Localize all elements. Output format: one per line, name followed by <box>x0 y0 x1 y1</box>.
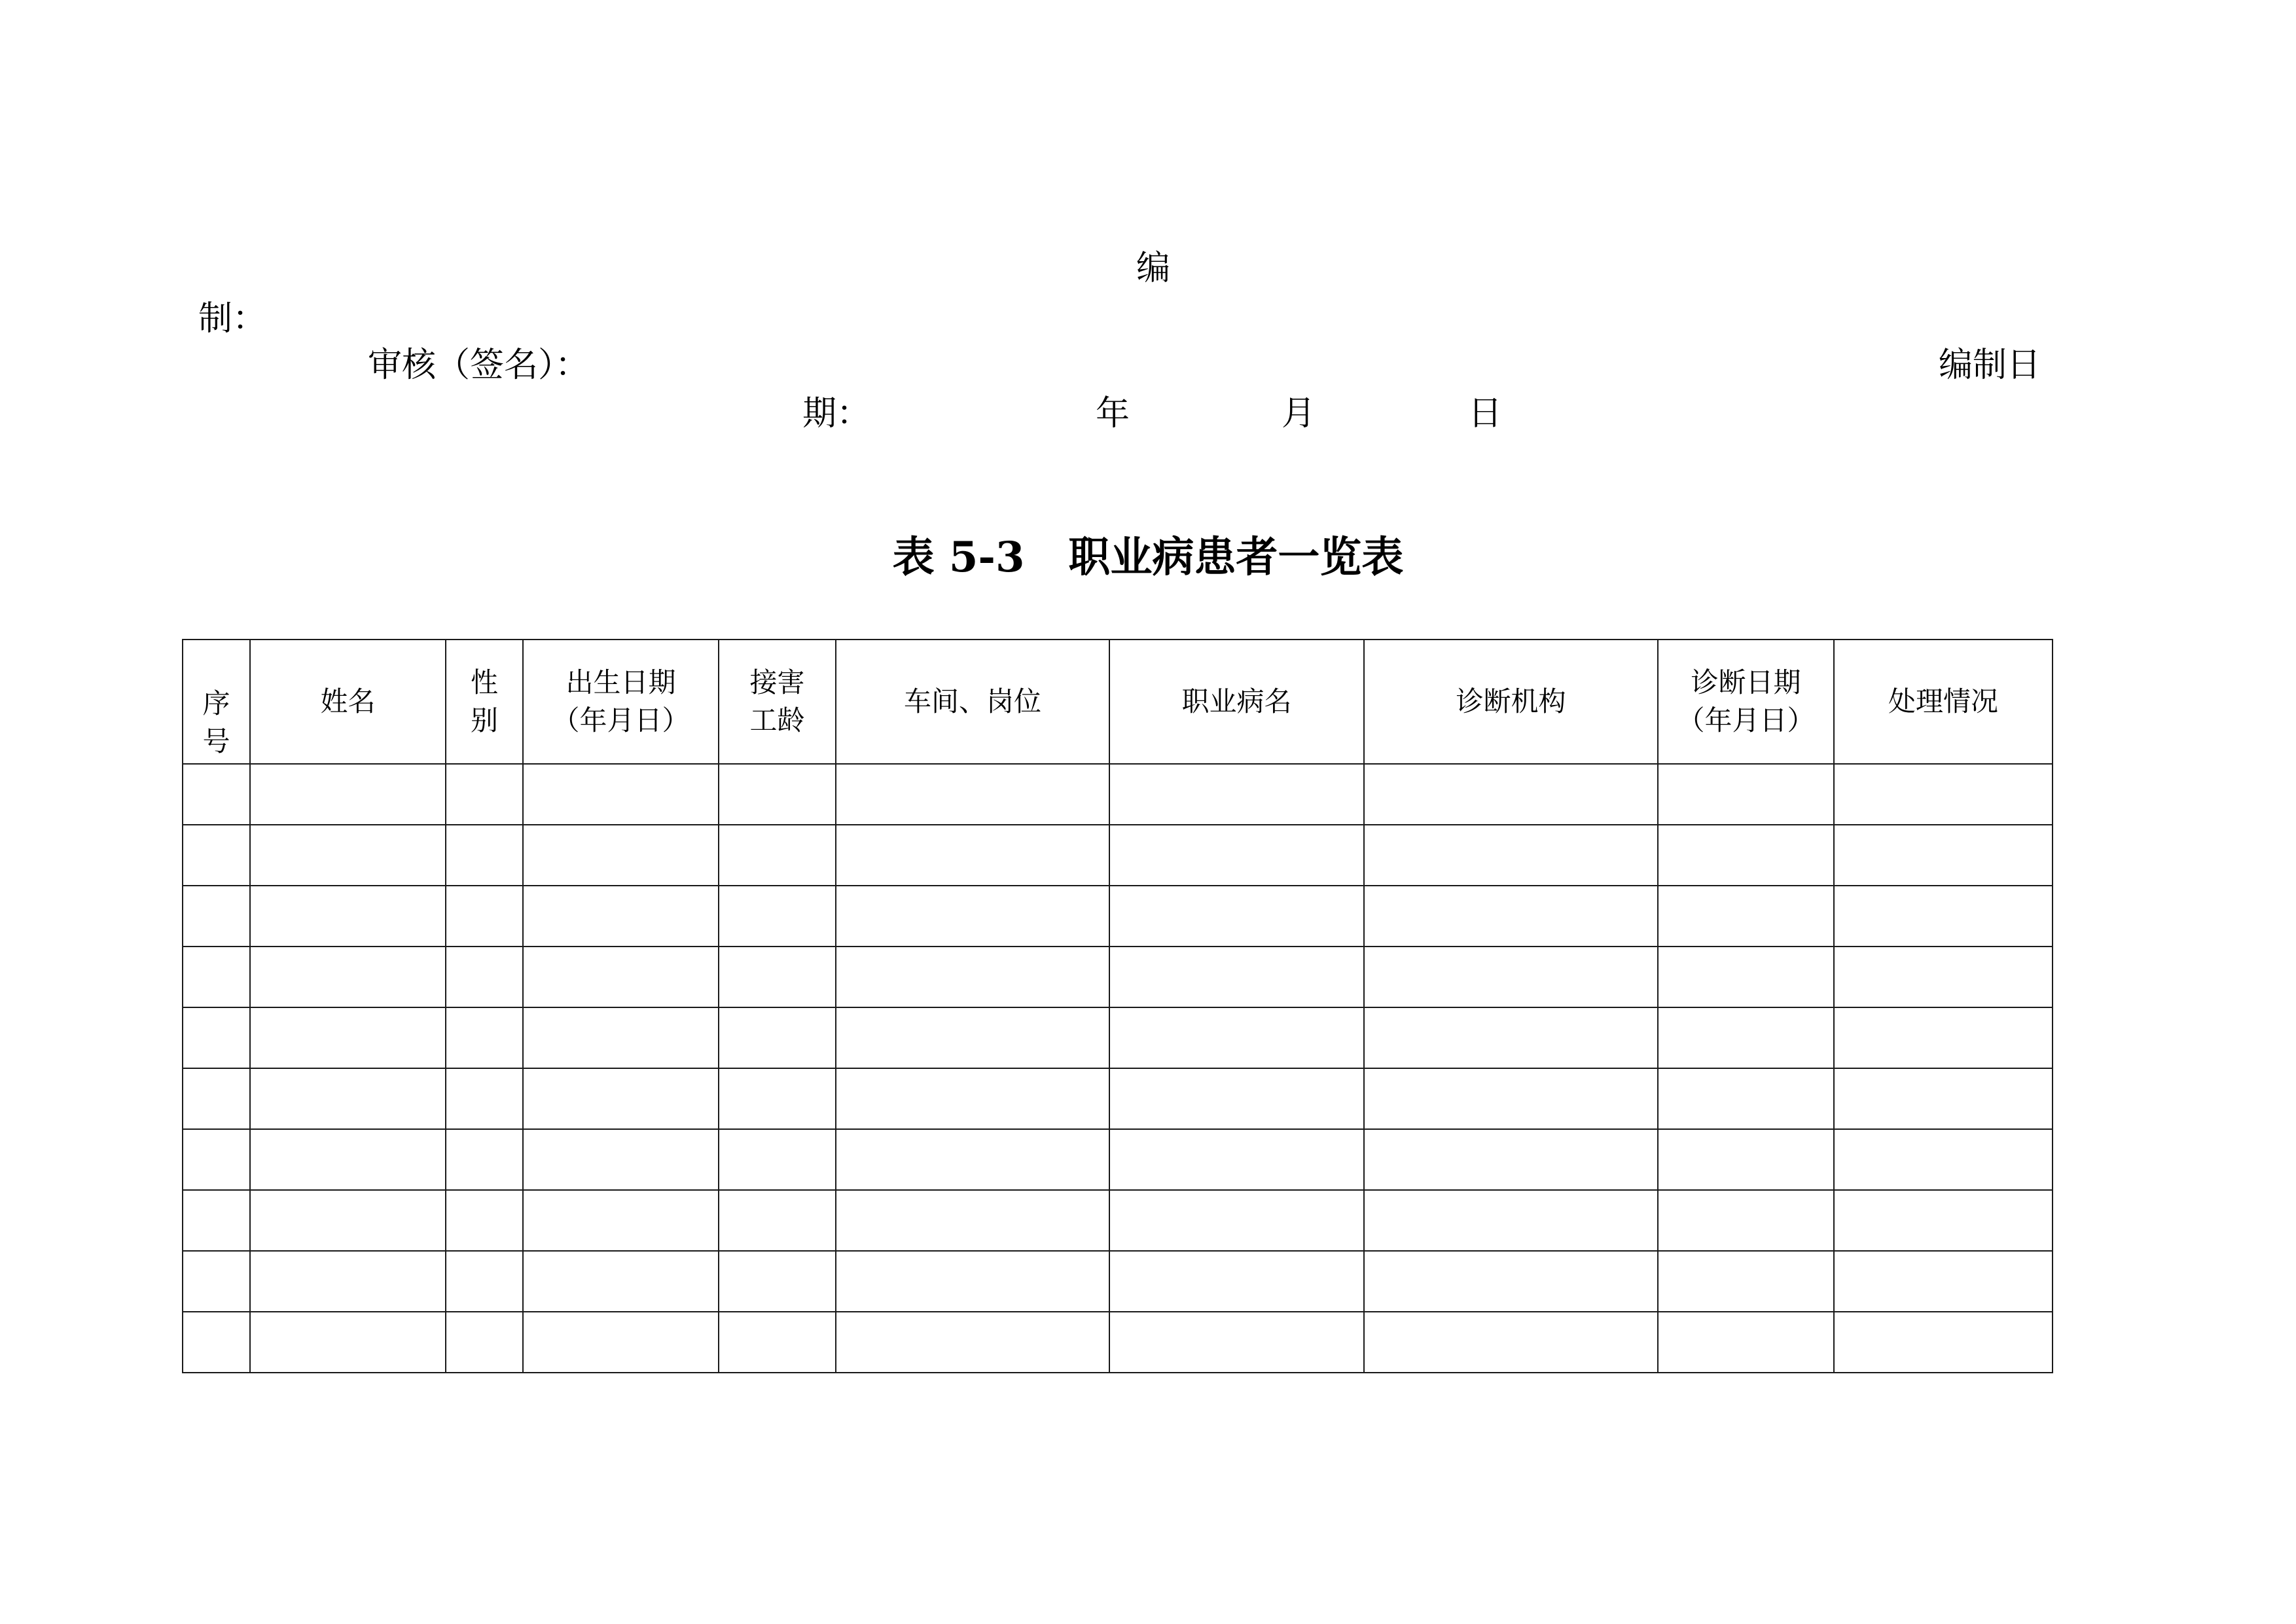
table-cell[interactable] <box>719 947 836 1007</box>
table-cell[interactable] <box>1658 825 1834 886</box>
column-header-disease-name: 职业病名 <box>1109 640 1364 764</box>
column-header-name: 姓名 <box>250 640 446 764</box>
table-cell[interactable] <box>836 1190 1109 1251</box>
table-cell[interactable] <box>250 825 446 886</box>
table-cell[interactable] <box>250 1190 446 1251</box>
table-cell[interactable] <box>719 1190 836 1251</box>
table-row <box>183 1129 2053 1190</box>
table-row <box>183 1312 2053 1373</box>
table-cell[interactable] <box>836 947 1109 1007</box>
table-cell[interactable] <box>250 1312 446 1373</box>
table-cell[interactable] <box>719 1312 836 1373</box>
reviewer-label: 审核（签名）： <box>368 346 590 385</box>
table-cell[interactable] <box>446 1007 523 1068</box>
table-row <box>183 886 2053 947</box>
table-cell[interactable] <box>250 1007 446 1068</box>
table-cell[interactable] <box>1109 1251 1364 1312</box>
table-cell[interactable] <box>250 1129 446 1190</box>
table-cell[interactable] <box>1109 1068 1364 1129</box>
table-cell[interactable] <box>1364 1251 1658 1312</box>
table-cell[interactable] <box>446 1251 523 1312</box>
table-cell[interactable] <box>1834 764 2053 825</box>
table-header-row <box>183 640 2053 764</box>
table-cell[interactable] <box>523 1129 719 1190</box>
table-cell[interactable] <box>836 1312 1109 1373</box>
compile-date-label: 编制日 <box>1939 346 2041 385</box>
table-cell[interactable] <box>1364 947 1658 1007</box>
table-cell[interactable] <box>719 764 836 825</box>
table-cell[interactable] <box>1658 764 1834 825</box>
table-cell[interactable] <box>836 1251 1109 1312</box>
table-cell[interactable] <box>523 1007 719 1068</box>
table-cell[interactable] <box>1109 947 1364 1007</box>
table-cell[interactable] <box>1834 1068 2053 1129</box>
table-cell[interactable] <box>1834 825 2053 886</box>
compiler-label-part1: 编 <box>1136 249 1171 288</box>
compile-date-label-suffix: 期： <box>802 394 871 433</box>
table-cell[interactable] <box>183 1007 250 1068</box>
table-cell[interactable] <box>250 764 446 825</box>
table-title: 表 5-3 职业病患者一览表 <box>892 533 1404 582</box>
table-cell[interactable] <box>836 825 1109 886</box>
table-cell[interactable] <box>446 947 523 1007</box>
table-cell[interactable] <box>1834 1190 2053 1251</box>
table-cell[interactable] <box>523 886 719 947</box>
table-cell[interactable] <box>183 1190 250 1251</box>
table-cell[interactable] <box>446 1190 523 1251</box>
table-cell[interactable] <box>523 1190 719 1251</box>
table-cell[interactable] <box>523 825 719 886</box>
table-cell[interactable] <box>1109 1190 1364 1251</box>
table-cell[interactable] <box>1658 1068 1834 1129</box>
table-cell[interactable] <box>183 825 250 886</box>
table-cell[interactable] <box>446 1068 523 1129</box>
table-cell[interactable] <box>836 764 1109 825</box>
table-cell[interactable] <box>1658 947 1834 1007</box>
column-header-exposure-years: 接害 工龄 <box>719 640 836 764</box>
table-cell[interactable] <box>183 947 250 1007</box>
table-cell[interactable] <box>446 764 523 825</box>
table-cell[interactable] <box>1364 1129 1658 1190</box>
table-cell[interactable] <box>446 1129 523 1190</box>
table-cell[interactable] <box>183 764 250 825</box>
table-cell[interactable] <box>1834 1312 2053 1373</box>
table-cell[interactable] <box>183 1068 250 1129</box>
column-header-workshop-post: 车间、岗位 <box>836 640 1109 764</box>
table-cell[interactable] <box>1109 764 1364 825</box>
table-cell[interactable] <box>1109 1312 1364 1373</box>
table-row <box>183 947 2053 1007</box>
table-cell[interactable] <box>1109 1007 1364 1068</box>
table-row <box>183 1068 2053 1129</box>
column-header-diagnosis-institution: 诊断机构 <box>1364 640 1658 764</box>
table-cell[interactable] <box>1364 764 1658 825</box>
table-row <box>183 825 2053 886</box>
table-row <box>183 1251 2053 1312</box>
table-cell[interactable] <box>1658 1129 1834 1190</box>
table-cell[interactable] <box>250 1251 446 1312</box>
month-label: 月 <box>1282 394 1316 433</box>
table-cell[interactable] <box>1658 1312 1834 1373</box>
table-cell[interactable] <box>836 1129 1109 1190</box>
column-header-birth-date: 出生日期 （年月日） <box>523 640 719 764</box>
table-cell[interactable] <box>1364 825 1658 886</box>
table-row <box>183 1007 2053 1068</box>
table-cell[interactable] <box>1834 947 2053 1007</box>
table-cell[interactable] <box>523 947 719 1007</box>
table-cell[interactable] <box>836 886 1109 947</box>
table-cell[interactable] <box>1109 1129 1364 1190</box>
patient-list-table <box>182 639 2053 1373</box>
column-header-serial-number: 序 号 <box>183 640 250 764</box>
table-cell[interactable] <box>836 1068 1109 1129</box>
table-cell[interactable] <box>719 1129 836 1190</box>
table-cell[interactable] <box>523 1251 719 1312</box>
day-label: 日 <box>1468 394 1503 433</box>
table-cell[interactable] <box>183 1129 250 1190</box>
table-cell[interactable] <box>1834 1251 2053 1312</box>
table-cell[interactable] <box>1364 886 1658 947</box>
compiler-label-part2: 制： <box>198 299 267 338</box>
table-cell[interactable] <box>1364 1190 1658 1251</box>
table-cell[interactable] <box>719 1251 836 1312</box>
table-cell[interactable] <box>446 825 523 886</box>
table-cell[interactable] <box>836 1007 1109 1068</box>
table-cell[interactable] <box>719 1007 836 1068</box>
table-cell[interactable] <box>1834 1129 2053 1190</box>
column-header-handling-status: 处理情况 <box>1834 640 2053 764</box>
table-cell[interactable] <box>523 1312 719 1373</box>
table-cell[interactable] <box>523 1068 719 1129</box>
table-cell[interactable] <box>446 1312 523 1373</box>
table-cell[interactable] <box>1364 1007 1658 1068</box>
table-cell[interactable] <box>1364 1068 1658 1129</box>
table-cell[interactable] <box>250 947 446 1007</box>
table-cell[interactable] <box>1658 1190 1834 1251</box>
table-cell[interactable] <box>183 1251 250 1312</box>
table-cell[interactable] <box>719 886 836 947</box>
table-cell[interactable] <box>1658 1007 1834 1068</box>
table-cell[interactable] <box>250 1068 446 1129</box>
year-label: 年 <box>1096 394 1130 433</box>
table-cell[interactable] <box>183 886 250 947</box>
table-cell[interactable] <box>446 886 523 947</box>
table-cell[interactable] <box>1109 825 1364 886</box>
table-cell[interactable] <box>719 1068 836 1129</box>
table-cell[interactable] <box>523 764 719 825</box>
table-row <box>183 764 2053 825</box>
table-cell[interactable] <box>719 825 836 886</box>
table-row <box>183 1190 2053 1251</box>
table-cell[interactable] <box>1834 886 2053 947</box>
column-header-diagnosis-date: 诊断日期 （年月日） <box>1658 640 1834 764</box>
table-cell[interactable] <box>1658 1251 1834 1312</box>
table-cell[interactable] <box>1834 1007 2053 1068</box>
table-cell[interactable] <box>1109 886 1364 947</box>
table-cell[interactable] <box>1364 1312 1658 1373</box>
table-cell[interactable] <box>250 886 446 947</box>
column-header-gender: 性 别 <box>446 640 523 764</box>
table-cell[interactable] <box>1658 886 1834 947</box>
table-cell[interactable] <box>183 1312 250 1373</box>
